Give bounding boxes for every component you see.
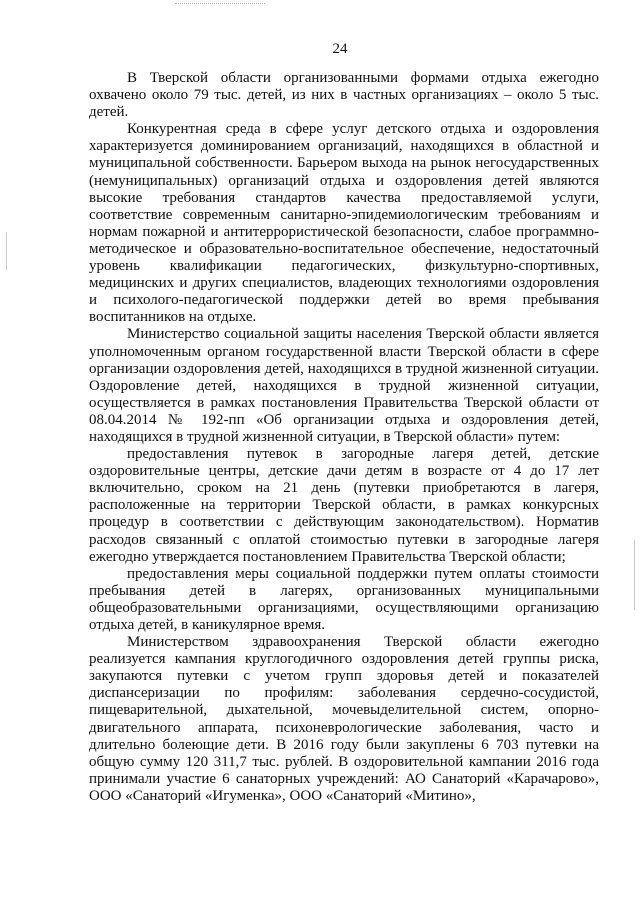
left-margin-mark [6, 232, 7, 270]
body-text [89, 70, 599, 805]
paragraph: предоставления путевок в загородные лагеря детей, детские оздоровительные центры, детские дачи детям в возрасте от 4 до 17 лет включительно, сроком на 21 день (путевки приобретаются в лагеря, расположенные на территории Тверской области, в рамках конкурсных процедур в соответствии с действующим законодательством). Норматив расходов связанный с оплатой стоимостью путевки в загородные лагеря ежегодно утверждается постановлением Правительства Тверской области; [89, 446, 599, 565]
right-margin-mark [634, 540, 635, 610]
paragraph: Конкурентная среда в сфере услуг детского отдыха и оздоровления характеризуется доминированием организаций, находящихся в областной и муниципальной собственности. Барьером выхода на рынок негосударственных (немуниципальных) организаций отдыха и оздоровления детей являются высокие требования стандартов качества предоставляемой услуги, соответствие современным санитарно-эпидемиологическим требованиям и нормам пожарной и антитеррористической безопасности, слабое программно-методическое и образовательно-воспитательное обеспечение, недостаточный уровень квалификации педагогических, физкультурно-спортивных, медицинских и других специалистов, владеющих технологиями оздоровления и психолого-педагогической поддержки детей во время пребывания воспитанников на отдыхе. [89, 121, 599, 326]
paragraph: В Тверской области организованными формами отдыха ежегодно охвачено около 79 тыс. детей, из них в частных организациях – около 5 тыс. детей. [89, 70, 599, 121]
page-number: 24 [332, 41, 348, 57]
paragraph: Министерством здравоохранения Тверской области ежегодно реализуется кампания круглогодичного оздоровления детей группы риска, закупаются путевки с учетом групп здоровья детей и показателей диспансеризации по профилям: заболевания сердечно-сосудистой, пищеварительной, дыхательной, мочевыделительной систем, опорно-двигательного аппарата, психоневрологические заболевания, часто и длительно болеющие дети. В 2016 году были закуплены 6 703 путевки на общую сумму 120 311,7 тыс. рублей. В оздоровительной кампании 2016 года принимали участие 6 санаторных учреждений: АО Санаторий «Карачарово», ООО «Санаторий «Игуменка», ООО «Санаторий «Митино», [89, 634, 599, 804]
scan-artifact [175, 3, 265, 6]
paragraph: предоставления меры социальной поддержки путем оплаты стоимости пребывания детей в лагерях, организованных муниципальными общеобразовательными организациями, осуществляющими организацию отдыха детей, в каникулярное время. [89, 565, 599, 633]
paragraph: Министерство социальной защиты населения Тверской области является уполномоченным органом государственной власти Тверской области в сфере организации оздоровления детей, находящихся в трудной жизненной ситуации. Оздоровление детей, находящихся в трудной жизненной ситуации, осуществляется в рамках постановления Правительства Тверской области от 08.04.2014 № 192-пп «Об организации отдыха и оздоровления детей, находящихся в трудной жизненной ситуации, в Тверской области» путем: [89, 326, 599, 445]
